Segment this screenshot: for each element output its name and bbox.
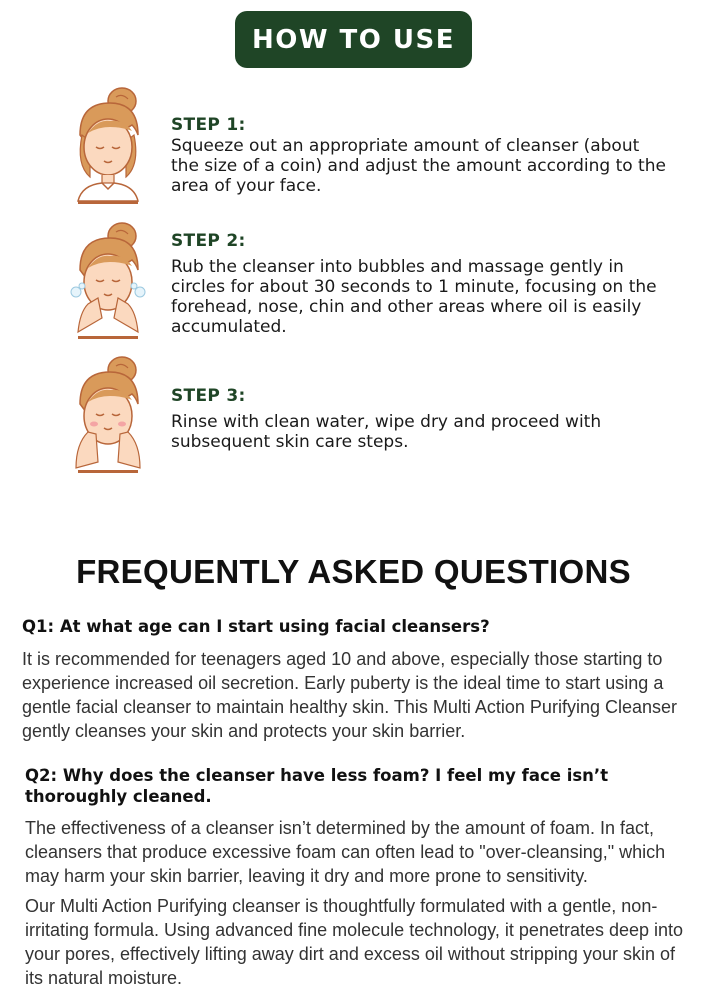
faq-answer-2a: The effectiveness of a cleanser isn’t determined by the amount of foam. In fact, cleansers that produce excessive foam can often lead to "over-cleansing," which may harm your skin barrier, leaving it dry and more prone to sensitivity. — [25, 818, 666, 886]
faq-question-2: Q2: Why does the cleanser have less foam? I feel my face isn’t thoroughly cleaned. — [25, 766, 609, 806]
step-2-text: Rub the cleanser into bubbles and massage gently in circles for about 30 seconds to 1 minute, focusing on the forehead, nose, chin and other areas where oil is easily accumulated. — [171, 257, 657, 337]
faq-answer-1: It is recommended for teenagers aged 10 and above, especially those starting to experience increased oil secretion. Early puberty is the ideal time to start using a gentle facial cleanser to maintain healthy skin. This Multi Action Purifying Cleanser gently cleanses your skin and protects your skin barrier. — [22, 649, 677, 741]
step-3-text: Rinse with clean water, wipe dry and proceed with subsequent skin care steps. — [171, 412, 602, 452]
step-2-title: STEP 2: — [171, 231, 246, 251]
step-3-title: STEP 3: — [171, 386, 246, 406]
faq-question-1: Q1: At what age can I start using facial cleansers? — [22, 617, 490, 636]
face-illustration-step-3 — [68, 356, 148, 476]
face-illustration-step-1 — [68, 87, 148, 207]
step-1-title: STEP 1: — [171, 115, 246, 135]
how-to-use-badge: HOW TO USE — [235, 11, 472, 68]
face-illustration-step-2 — [68, 222, 148, 342]
faq-title: FREQUENTLY ASKED QUESTIONS — [76, 553, 631, 590]
faq-answer-2b: Our Multi Action Purifying cleanser is thoughtfully formulated with a gentle, non-irritating formula. Using advanced fine molecule technology, it penetrates deep into your pores, effectively lifting away dirt and excess oil without stripping your skin of its natural moisture. — [25, 896, 684, 988]
step-1-text: Squeeze out an appropriate amount of cleanser (about the size of a coin) and adjust the amount according to the area of your face. — [171, 136, 666, 196]
